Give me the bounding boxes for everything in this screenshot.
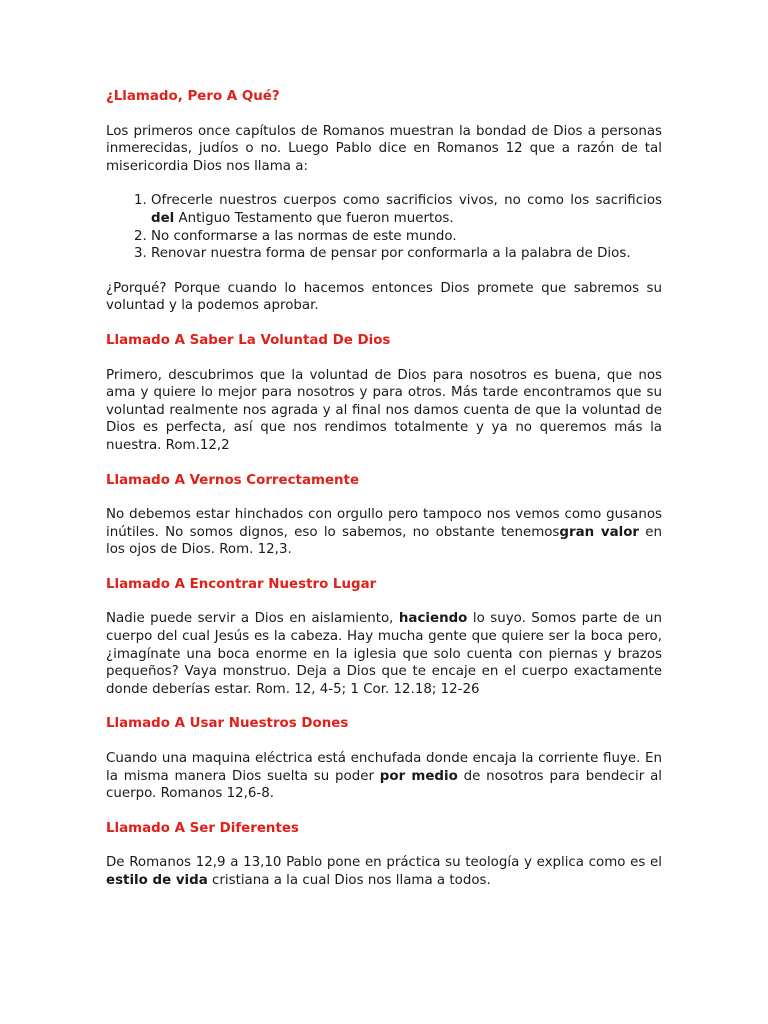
section-heading: Llamado A Vernos Correctamente	[106, 472, 360, 488]
list-item-text: Ofrecerle nuestros cuerpos como sacrificios vivos, no como los sacrificios	[151, 193, 662, 209]
section-paragraph: Nadie puede servir a Dios en aislamiento, haciendo lo suyo. Somos parte de un cuerpo del cual Jesús es la cabeza. Hay mucha gente que quiere ser la boca pero, ¿imagínate una boca enorme en la iglesia que solo cuenta con piernas y brazos pequeños? Vaya monstruo. Deja a Dios que te encaje en el cuerpo exactamente donde deberías estar. Rom. 12, 4-5; 1 Cor. 12.18; 12-26	[106, 611, 662, 697]
list-item: 3. Renovar nuestra forma de pensar por conformarla a la palabra de Dios.	[151, 245, 662, 263]
why-paragraph: ¿Porqué? Porque cuando lo hacemos entonces Dios promete que sabremos su voluntad y la podemos aprobar.	[106, 280, 662, 314]
section-heading: Llamado A Ser Diferentes	[106, 820, 299, 836]
emphasis-text: por medio	[379, 768, 458, 784]
document-title: ¿Llamado, Pero A Qué?	[106, 89, 280, 104]
section-heading: Llamado A Saber La Voluntad De Dios	[106, 332, 391, 348]
document-body	[106, 88, 662, 907]
section-heading: Llamado A Usar Nuestros Dones	[106, 716, 349, 732]
list-item-text: Antiguo Testamento que fueron muertos.	[174, 210, 454, 226]
intro-paragraph: Los primeros once capítulos de Romanos muestran la bondad de Dios a personas inmerecidas, judíos o no. Luego Pablo dice en Romanos 12 que a razón de tal misericordia Dios nos llama a:	[106, 123, 662, 174]
emphasis-text: haciendo	[398, 611, 468, 627]
section-paragraph: Cuando una maquina eléctrica está enchufada donde encaja la corriente fluye. En la misma manera Dios suelta su poder por medio de nosotros para bendecir al cuerpo. Romanos 12,6-8.	[106, 751, 662, 802]
section-paragraph: De Romanos 12,9 a 13,10 Pablo pone en práctica su teología y explica como es el estilo de vida cristiana a la cual Dios nos llama a todos.	[106, 855, 662, 888]
list-item: 2. No conformarse a las normas de este mundo.	[151, 228, 662, 246]
calling-list	[106, 192, 662, 262]
section-paragraph: Primero, descubrimos que la voluntad de Dios para nosotros es buena, que nos ama y quiere lo mejor para nosotros y para otros. Más tarde encontramos que su voluntad realmente nos agrada y al final nos damos cuenta de que la voluntad de Dios es perfecta, así que nos rendimos totalmente y ya no queremos más la nuestra. Rom.12,2	[106, 367, 662, 453]
list-item	[151, 192, 662, 227]
section-heading: Llamado A Encontrar Nuestro Lugar	[106, 576, 377, 592]
emphasis-text: estilo de vida	[106, 873, 208, 888]
list-item-bold: del	[151, 210, 175, 226]
section-paragraph: No debemos estar hinchados con orgullo pero tampoco nos vemos como gusanos inútiles. No somos dignos, eso lo sabemos, no obstante tenemosgran valor en los ojos de Dios. Rom. 12,3.	[106, 507, 663, 558]
emphasis-text: gran valor	[559, 524, 640, 540]
